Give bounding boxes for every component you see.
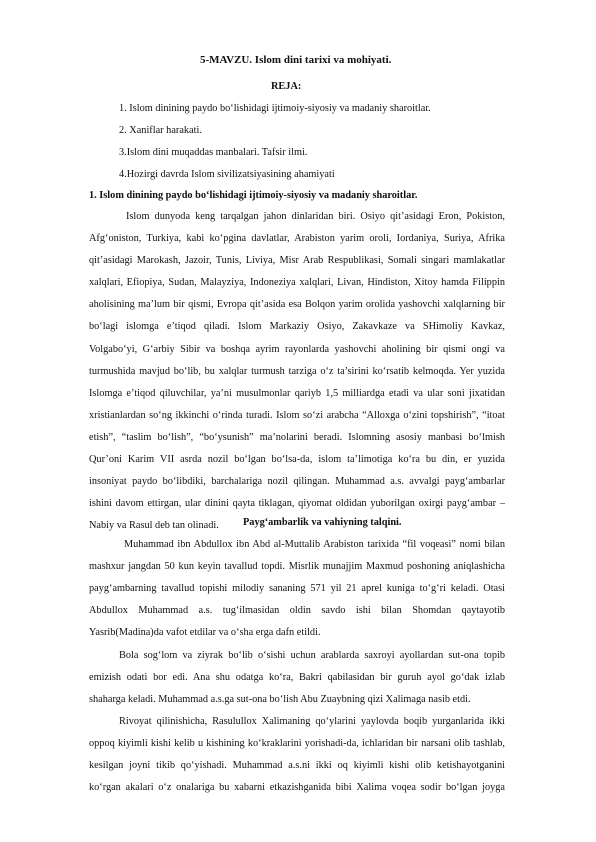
paragraph-line: Muhammad ibn Abdullox ibn Abd al-Muttalib Arabiston tarixida “fil voqeasi” nomi bilan	[124, 539, 505, 550]
paragraph-line: shaharga keladi. Muhammad a.s.ga sut-ona bo‘lish Abu Zuaybning qizi Xalimaga nasib etdi.	[89, 694, 471, 706]
paragraph-line: ko‘rgan akalari o‘z onalariga bu xabarni etkazishganida bibi Xalima voqea sodir bo‘lgan joyga	[89, 782, 505, 794]
paragraph-line: aholisining ma’lum bir qismi, Evropa qit’asida esa Bolqon yarim orolida yashovchi xalqlarning bir	[89, 299, 505, 311]
paragraph-line: xristianlardan so‘ng ikkinchi o‘rinda turadi. Islom so‘zi arabcha “Alloxga o‘zini topshirish”, “itoat	[89, 409, 505, 421]
paragraph-line: oppoq kiyimli kishi kelib u kishining ko‘kraklarini yorishadi-da, ichlaridan bir narsani olib tashlab,	[89, 738, 505, 750]
paragraph	[89, 645, 505, 711]
paragraph-line: Abdullox Muhammad a.s. tug‘ilmasidan oldin savdo ishi bilan Shomdan qaytayotib	[89, 605, 505, 617]
paragraph-line: turmushida mavjud bo‘lib, bu xalqlar turmush tarziga o‘z ta’sirini ko‘rsatib kelmoqda. Yer yuzida	[89, 365, 505, 377]
section-heading: 1. Islom dinining paydo bo‘lishidagi ijtimoiy-siyosiy va madaniy sharoitlar.	[89, 190, 418, 201]
paragraph-line: payg‘ambarning tavallud topishi milodiy sananing 571 yil 21 aprel kuniga to‘g‘ri keladi. Otasi	[89, 583, 505, 595]
plan-item: 1. Islom dinining paydo bo‘lishidagi ijtimoiy-siyosiy va madaniy sharoitlar.	[119, 103, 431, 114]
paragraph	[89, 711, 505, 799]
paragraph-line: bo‘lagi islomga e’tiqod qiladi. Islom Markaziy Osiyo, Zakavkaze va SHimoliy Kavkaz,	[89, 321, 505, 333]
paragraph-line: emizish odati bor edi. Ana shu odatga ko‘ra, Bakri qabilasidan bir guruh ayol go‘dak izlab	[89, 672, 505, 684]
paragraph-line: insoniyat paydo bo‘libdiki, barchalariga nozil qilingan. Muhammad a.s. avvalgi payg‘ambarlar	[89, 476, 505, 488]
page-title: 5-MAVZU. Islom dini tarixi va mohiyati.	[200, 54, 392, 66]
paragraph-line: Bola sog‘lom va ziyrak bo‘lib o‘sishi uchun arablarda saxroyi ayollardan sut-ona topib	[119, 650, 505, 661]
paragraph-line: kesilgan joyni tikib qo‘yishadi. Muhammad a.s.ni ikki oq kiyimli kishi olib ketishayotganini	[89, 760, 505, 772]
paragraph-line: Islomga e’tiqod qiluvchilar, ya’ni musulmonlar qariyb 1,5 milliardga etadi va ular soni jixatidan	[89, 387, 505, 399]
plan-heading: REJA:	[271, 81, 302, 92]
paragraph-line: ishini davom ettirgan, ular dinini qayta tiklagan, qiyomat oldidan yuborilgan oxirgi payg‘ambar –	[89, 498, 505, 510]
paragraph-line: Afg‘oniston, Turkiya, kabi ko‘pgina davlatlar, Arabiston yarim oroli, Iordaniya, Suriya, Afrika	[89, 233, 505, 245]
paragraph	[89, 206, 505, 537]
paragraph-line: etish”, “taslim bo‘lish”, “bo‘ysunish” ma’nolarini beradi. Islomning asosiy manbasi bo‘lmish	[89, 431, 505, 443]
plan-item: 4.Hozirgi davrda Islom sivilizatsiyasining ahamiyati	[119, 169, 335, 180]
section-heading: Payg‘ambarlik va vahiyning talqini.	[243, 517, 402, 528]
plan-item: 2. Xaniflar harakati.	[119, 125, 202, 136]
paragraph-line: Volgabo‘yi, G‘arbiy Sibir va boshqa ayrim rayonlarda yashovchi aholining bir qismi ongi va	[89, 343, 505, 355]
plan-item: 3.Islom dini muqaddas manbalari. Tafsir ilmi.	[119, 147, 308, 158]
paragraph-line: mashxur jangdan 50 kun keyin tavallud topdi. Misrlik munajjim Maxmud poshoning aniqlashicha	[89, 561, 505, 573]
paragraph-line: Islom dunyoda keng tarqalgan jahon dinlaridan biri. Osiyo qit’asidagi Eron, Pokiston,	[126, 211, 505, 222]
paragraph-line: qit’asidagi Marokash, Jazoir, Tunis, Liviya, Misr Arab Respublikasi, Somali singari mamlakatlar	[89, 255, 505, 267]
paragraph-line: xalqlari, Efiopiya, Sudan, Malayziya, Indoneziya xalqlari, Livan, Hindiston, Xitoy hamda Filippin	[89, 277, 505, 289]
paragraph-line: Yasrib(Madina)da vafot etdilar va o‘sha erga dafn etildi.	[89, 627, 321, 639]
paragraph-line: Nabiy va Rasul deb tan olinadi.	[89, 520, 219, 532]
paragraph	[89, 534, 505, 644]
paragraph-line: Rivoyat qilinishicha, Rasulullox Xalimaning qo‘ylarini yaylovda boqib yurganlarida ikki	[119, 716, 505, 727]
paragraph-line: Qur’oni Karim VII asrda nozil bo‘lgan bo‘lsa-da, islom ta’limotiga ko‘ra bu din, er yuzida	[89, 454, 505, 466]
